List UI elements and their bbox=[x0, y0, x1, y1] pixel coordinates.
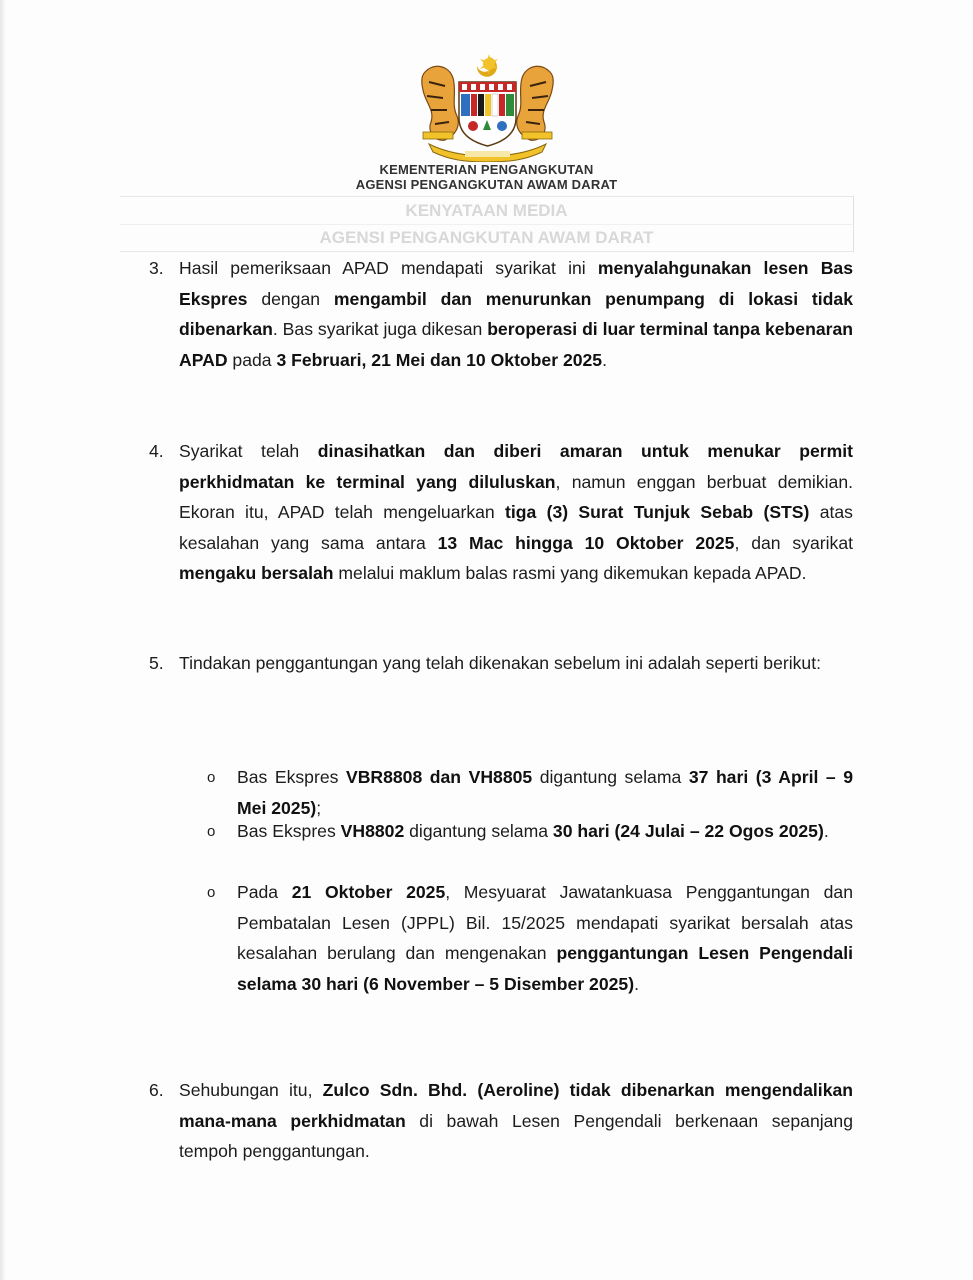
bold-text-segment: 37 hari (3 April – 9 Mei 2025) bbox=[237, 767, 854, 818]
text-segment: dengan bbox=[247, 288, 334, 309]
bold-text-segment: mengaku bersalah bbox=[179, 563, 334, 583]
paragraph-6 bbox=[149, 1075, 853, 1167]
text-segment: atas kesalahan yang sama antara bbox=[179, 502, 853, 553]
list-item-text bbox=[237, 816, 853, 847]
list-item-text bbox=[237, 877, 853, 999]
bold-text-segment: dinasihatkan dan diberi amaran untuk menukar permit perkhidmatan ke terminal yang diluluskan bbox=[179, 441, 853, 492]
bold-text-segment: Zulco Sdn. Bhd. (Aeroline) tidak dibenarkan mengendalikan mana-mana perkhidmatan bbox=[179, 1080, 854, 1131]
media-statement-title: KENYATAAN MEDIA bbox=[120, 196, 854, 224]
text-segment: . bbox=[823, 821, 829, 841]
text-segment: Syarikat telah bbox=[179, 441, 318, 461]
bold-text-segment: 30 hari (24 Julai – 22 Ogos 2025) bbox=[552, 821, 824, 841]
bold-text-segment: mengambil dan menurunkan penumpang di lokasi tidak dibenarkan bbox=[179, 288, 853, 339]
text-segment: pada bbox=[227, 349, 277, 370]
coat-of-arms-logo bbox=[415, 52, 560, 162]
paragraph-5 bbox=[149, 648, 853, 679]
bullet-marker: o bbox=[207, 823, 216, 840]
bullet-marker: o bbox=[207, 884, 216, 901]
bold-text-segment: tiga (3) Surat Tunjuk Sebab (STS) bbox=[505, 502, 810, 522]
bold-text-segment: menyalahgunakan lesen Bas Ekspres bbox=[179, 258, 853, 309]
text-segment: . bbox=[602, 349, 607, 370]
paragraph-number: 3. bbox=[149, 258, 164, 278]
list-item bbox=[207, 877, 853, 999]
text-segment: melalui maklum balas rasmi yang dikemukan kepada APAD. bbox=[333, 563, 807, 583]
list-item bbox=[207, 816, 853, 847]
text-segment: ; bbox=[316, 797, 322, 818]
bold-text-segment: VBR8808 dan VH8805 bbox=[345, 767, 533, 787]
paragraph-number: 6. bbox=[149, 1080, 164, 1100]
text-segment: digantung selama bbox=[404, 821, 553, 841]
bold-text-segment: 3 Februari, 21 Mei dan 10 Oktober 2025 bbox=[276, 349, 603, 370]
text-segment: Tindakan penggantungan yang telah dikenakan sebelum ini adalah seperti berikut: bbox=[179, 653, 821, 673]
bold-text-segment: penggantungan Lesen Pengendali selama 30 hari (6 November – 5 Disember 2025) bbox=[237, 943, 853, 994]
list-item bbox=[207, 762, 853, 823]
paragraph-body bbox=[179, 253, 853, 375]
bold-text-segment: beroperasi di luar terminal tanpa kebenaran APAD bbox=[179, 319, 854, 370]
bold-text-segment: VH8802 bbox=[340, 821, 405, 841]
paragraph-number: 4. bbox=[149, 441, 164, 461]
bold-text-segment: 21 Oktober 2025 bbox=[291, 882, 446, 902]
bold-text-segment: 13 Mac hingga 10 Oktober 2025 bbox=[437, 532, 735, 553]
text-segment: , Mesyuarat Jawatankuasa Penggantungan dan Pembatalan Lesen (JPPL) Bil. 15/2025 mendapati syarikat bersalah atas kesalahan berulang dan mengenakan bbox=[237, 882, 853, 963]
paragraph-number: 5. bbox=[149, 653, 164, 673]
paragraph-3 bbox=[149, 253, 853, 375]
text-segment: . bbox=[634, 973, 639, 994]
page-edge-shadow bbox=[0, 0, 6, 1280]
text-segment: Bas Ekspres bbox=[237, 821, 341, 841]
paragraph-body bbox=[179, 436, 853, 589]
list-item-text bbox=[237, 762, 853, 823]
text-segment: , dan syarikat bbox=[734, 532, 854, 553]
paragraph-4 bbox=[149, 436, 853, 589]
text-segment: Pada bbox=[237, 882, 292, 902]
media-statement-subtitle: AGENSI PENGANGKUTAN AWAM DARAT bbox=[120, 224, 854, 252]
text-segment: digantung selama bbox=[532, 767, 689, 787]
text-segment: , namun enggan berbuat demikian. Ekoran itu, APAD telah mengeluarkan bbox=[179, 471, 853, 522]
agency-name: AGENSI PENGANGKUTAN AWAM DARAT bbox=[355, 177, 618, 192]
ministry-name: KEMENTERIAN PENGANGKUTAN bbox=[379, 162, 594, 177]
bullet-marker: o bbox=[207, 769, 216, 786]
paragraph-body bbox=[179, 1075, 853, 1167]
paragraph-body bbox=[179, 648, 853, 679]
text-segment: . Bas syarikat juga dikesan bbox=[272, 319, 488, 339]
text-segment: Bas Ekspres bbox=[237, 767, 346, 787]
text-segment: Hasil pemeriksaan APAD mendapati syarikat ini bbox=[179, 258, 598, 278]
text-segment: Sehubungan itu, bbox=[179, 1080, 323, 1100]
text-segment: di bawah Lesen Pengendali berkenaan sepanjang tempoh penggantungan. bbox=[179, 1110, 853, 1161]
